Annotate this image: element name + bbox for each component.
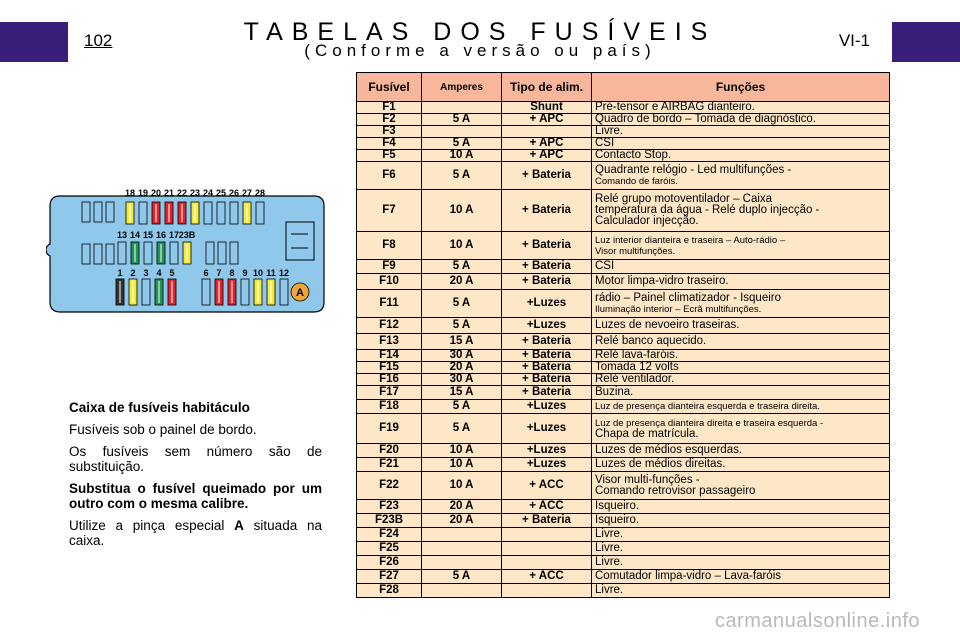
supply-cell: + APC xyxy=(502,114,592,126)
supply-cell: + Bateria xyxy=(502,190,592,232)
fuse-box-diagram xyxy=(46,186,328,322)
fuse-number-mid: 17 xyxy=(168,230,180,240)
supply-cell: +Luzes xyxy=(502,458,592,472)
function-line: Relé grupo motoventilador – Caixa xyxy=(595,193,773,205)
fuse-cell: F12 xyxy=(357,318,422,334)
function-cell xyxy=(592,190,890,232)
function-line: Luzes de médios direitas. xyxy=(595,458,726,470)
amps-cell: 5 A xyxy=(422,114,502,126)
fuse-cell: F17 xyxy=(357,386,422,400)
amps-cell: 10 A xyxy=(422,444,502,458)
table-row xyxy=(357,542,890,556)
fuse-number-mid: 23B xyxy=(178,230,196,240)
amps-cell: 15 A xyxy=(422,334,502,350)
function-line: Calculador injecção. xyxy=(595,215,699,227)
amps-cell: 10 A xyxy=(422,190,502,232)
function-line: Relé banco aquecido. xyxy=(595,335,707,347)
function-line: Quadro de bordo – Tomada de diagnóstico. xyxy=(595,113,816,125)
watermark: carmanualsonline.info xyxy=(714,610,920,632)
function-cell xyxy=(592,458,890,472)
fuse-cell: F16 xyxy=(357,374,422,386)
fuse-cell: F8 xyxy=(357,232,422,260)
function-cell xyxy=(592,162,890,190)
function-cell xyxy=(592,374,890,386)
amps-cell: 15 A xyxy=(422,386,502,400)
function-cell xyxy=(592,350,890,362)
supply-cell: + Bateria xyxy=(502,162,592,190)
function-line: Livre. xyxy=(595,125,624,137)
function-line: Comando de faróis. xyxy=(595,175,678,187)
fuse-number-top: 23 xyxy=(189,188,201,198)
table-row xyxy=(357,514,890,528)
fuse-number-bottom: 4 xyxy=(156,268,162,278)
function-cell xyxy=(592,334,890,350)
fuse-number-bottom: 10 xyxy=(252,268,264,278)
fuse-cell: F22 xyxy=(357,472,422,500)
fuse-number-bottom: 6 xyxy=(203,268,209,278)
amps-cell: 5 A xyxy=(422,162,502,190)
fuse-cell: F5 xyxy=(357,150,422,162)
function-line: Comutador limpa-vidro – Lava-faróis xyxy=(595,570,781,582)
function-cell xyxy=(592,232,890,260)
function-cell xyxy=(592,514,890,528)
function-cell xyxy=(592,444,890,458)
function-line: Pré-tensor e AIRBAG dianteiro. xyxy=(595,101,755,113)
page-subtitle: (Conforme a versão ou país) xyxy=(304,41,656,60)
function-cell xyxy=(592,542,890,556)
fuse-cell: F25 xyxy=(357,542,422,556)
fuse-cell: F4 xyxy=(357,138,422,150)
amps-cell: 5 A xyxy=(422,400,502,414)
fuse-number-mid: 14 xyxy=(129,230,141,240)
table-row xyxy=(357,274,890,290)
fuse-number-bottom: 1 xyxy=(117,268,123,278)
fuse-number-top: 24 xyxy=(202,188,214,198)
fuse-cell: F24 xyxy=(357,528,422,542)
supply-cell: + ACC xyxy=(502,570,592,584)
function-line: Comando retrovisor passageiro xyxy=(595,484,756,497)
function-line: Iluminação interior – Ecrã multifunções. xyxy=(595,303,762,315)
table-row xyxy=(357,386,890,400)
amps-cell xyxy=(422,584,502,598)
amps-cell xyxy=(422,102,502,114)
function-line: rádio – Painel climatizador - Isqueiro xyxy=(595,291,782,304)
fuse-cell: F1 xyxy=(357,102,422,114)
section-id: VI-1 xyxy=(838,31,870,50)
function-line: Motor limpa-vidro traseiro. xyxy=(595,275,729,287)
amps-cell: 20 A xyxy=(422,362,502,374)
function-line: temperatura da água - Relé duplo injecção - xyxy=(595,204,820,216)
table-row xyxy=(357,138,890,150)
header-fuse: Fusível xyxy=(357,73,422,102)
fuse-number-mid: 15 xyxy=(142,230,154,240)
amps-cell: 30 A xyxy=(422,374,502,386)
function-cell xyxy=(592,472,890,500)
function-line: Luz interior dianteira e traseira – Auto-rádio – xyxy=(595,234,786,246)
function-line: Tomada 12 volts xyxy=(595,361,679,373)
legend-tool: Utilize a pinça especial A situada na caixa. xyxy=(69,518,322,548)
function-cell xyxy=(592,570,890,584)
fuse-cell: F18 xyxy=(357,400,422,414)
function-line: Luz de presença dianteira direita e traseira esquerda - xyxy=(595,417,824,429)
fuse-number-bottom: 12 xyxy=(278,268,290,278)
table-row xyxy=(357,570,890,584)
function-cell xyxy=(592,274,890,290)
fuse-cell: F23 xyxy=(357,500,422,514)
function-cell xyxy=(592,386,890,400)
amps-cell xyxy=(422,542,502,556)
fuse-number-bottom: 9 xyxy=(242,268,248,278)
function-line: Buzina. xyxy=(595,386,634,398)
fuse-table-header xyxy=(357,73,890,102)
function-line: Isqueiro. xyxy=(595,514,640,526)
function-line: CSI xyxy=(595,260,615,272)
amps-cell: 30 A xyxy=(422,350,502,362)
supply-cell: +Luzes xyxy=(502,444,592,458)
function-cell xyxy=(592,414,890,444)
function-line: Livre. xyxy=(595,542,624,554)
fuse-cell: F19 xyxy=(357,414,422,444)
supply-cell: + Bateria xyxy=(502,362,592,374)
supply-cell: + APC xyxy=(502,150,592,162)
fuse-number-top: 25 xyxy=(215,188,227,198)
table-row xyxy=(357,114,890,126)
table-row xyxy=(357,318,890,334)
function-cell xyxy=(592,500,890,514)
supply-cell: + ACC xyxy=(502,500,592,514)
table-row xyxy=(357,458,890,472)
function-line: CSI xyxy=(595,137,615,149)
function-line: Relé lava-faróis. xyxy=(595,349,679,361)
supply-cell: +Luzes xyxy=(502,414,592,444)
amps-cell: 5 A xyxy=(422,138,502,150)
supply-cell xyxy=(502,528,592,542)
amps-cell xyxy=(422,556,502,570)
fuse-table xyxy=(356,72,890,598)
header-functions: Funções xyxy=(592,73,890,102)
function-line: Quadrante relógio - Led multifunções - xyxy=(595,163,792,176)
fuse-cell: F28 xyxy=(357,584,422,598)
fuse-cell: F21 xyxy=(357,458,422,472)
header-amps: Amperes xyxy=(422,73,502,102)
table-row xyxy=(357,150,890,162)
function-line: Livre. xyxy=(595,528,624,540)
amps-cell: 10 A xyxy=(422,232,502,260)
table-row xyxy=(357,584,890,598)
supply-cell xyxy=(502,584,592,598)
fuse-cell: F13 xyxy=(357,334,422,350)
fuse-cell: F11 xyxy=(357,290,422,318)
table-row xyxy=(357,126,890,138)
supply-cell: + Bateria xyxy=(502,350,592,362)
fuse-number-bottom: 8 xyxy=(229,268,235,278)
fuse-cell: F7 xyxy=(357,190,422,232)
supply-cell xyxy=(502,126,592,138)
table-row xyxy=(357,334,890,350)
amps-cell: 5 A xyxy=(422,290,502,318)
supply-cell: + APC xyxy=(502,138,592,150)
amps-cell xyxy=(422,528,502,542)
amps-cell: 5 A xyxy=(422,260,502,274)
supply-cell xyxy=(502,542,592,556)
fuse-number-top: 22 xyxy=(176,188,188,198)
function-cell xyxy=(592,584,890,598)
amps-cell: 20 A xyxy=(422,500,502,514)
table-row xyxy=(357,556,890,570)
table-row xyxy=(357,290,890,318)
function-cell xyxy=(592,362,890,374)
fuse-number-top: 18 xyxy=(124,188,136,198)
legend-line-1: Fusíveis sob o painel de bordo. xyxy=(69,422,257,437)
fuse-number-top: 27 xyxy=(241,188,253,198)
fuse-cell: F23B xyxy=(357,514,422,528)
amps-cell: 10 A xyxy=(422,150,502,162)
fuse-cell: F26 xyxy=(357,556,422,570)
table-row xyxy=(357,260,890,274)
fuse-number-mid: 16 xyxy=(155,230,167,240)
supply-cell: +Luzes xyxy=(502,290,592,318)
amps-cell: 20 A xyxy=(422,274,502,290)
supply-cell: + Bateria xyxy=(502,334,592,350)
fuse-number-bottom: 3 xyxy=(143,268,149,278)
fuse-box-svg xyxy=(46,186,328,322)
function-cell xyxy=(592,290,890,318)
fuse-number-top: 26 xyxy=(228,188,240,198)
supply-cell: Shunt xyxy=(502,102,592,114)
fuse-cell: F3 xyxy=(357,126,422,138)
fuse-number-bottom: 11 xyxy=(266,268,276,278)
fuse-cell: F27 xyxy=(357,570,422,584)
amps-cell: 5 A xyxy=(422,570,502,584)
function-line: Isqueiro. xyxy=(595,500,640,512)
table-row xyxy=(357,444,890,458)
fuse-number-bottom: 5 xyxy=(169,268,175,278)
table-row xyxy=(357,472,890,500)
fuse-number-bottom: 7 xyxy=(216,268,222,278)
fuse-cell: F6 xyxy=(357,162,422,190)
legend-heading: Caixa de fusíveis habitáculo xyxy=(69,400,250,415)
amps-cell: 10 A xyxy=(422,472,502,500)
table-row xyxy=(357,374,890,386)
fuse-cell: F2 xyxy=(357,114,422,126)
function-line: Relé ventilador. xyxy=(595,373,675,385)
supply-cell: + Bateria xyxy=(502,274,592,290)
function-line: Livre. xyxy=(595,556,624,568)
fuse-cell: F20 xyxy=(357,444,422,458)
amps-cell: 10 A xyxy=(422,458,502,472)
table-row xyxy=(357,528,890,542)
fuse-number-mid: 13 xyxy=(116,230,128,240)
supply-cell xyxy=(502,556,592,570)
tool-a-label: A xyxy=(296,287,304,299)
function-cell xyxy=(592,138,890,150)
supply-cell: + Bateria xyxy=(502,386,592,400)
function-cell xyxy=(592,260,890,274)
function-cell xyxy=(592,102,890,114)
fuse-cell: F9 xyxy=(357,260,422,274)
function-cell xyxy=(592,126,890,138)
function-line: Luzes de médios esquerdas. xyxy=(595,444,743,456)
table-row xyxy=(357,500,890,514)
fuse-number-top: 19 xyxy=(137,188,149,198)
amps-cell xyxy=(422,126,502,138)
page-number: 102 xyxy=(84,31,113,50)
supply-cell: +Luzes xyxy=(502,318,592,334)
function-cell xyxy=(592,528,890,542)
supply-cell: + Bateria xyxy=(502,260,592,274)
function-line: Luz de presença dianteira esquerda e traseira direita. xyxy=(595,401,820,412)
fuse-number-top: 21 xyxy=(163,188,175,198)
function-line: Chapa de matrícula. xyxy=(595,427,699,440)
table-row xyxy=(357,400,890,414)
function-cell xyxy=(592,114,890,126)
table-row xyxy=(357,102,890,114)
table-row xyxy=(357,350,890,362)
table-row xyxy=(357,190,890,232)
legend-warning: Substitua o fusível queimado por um outro com o mesma calibre. xyxy=(69,481,322,511)
function-line: Visor multi-funções - xyxy=(595,473,700,486)
fuse-number-bottom: 2 xyxy=(130,268,136,278)
supply-cell: + Bateria xyxy=(502,374,592,386)
amps-cell: 5 A xyxy=(422,414,502,444)
table-row xyxy=(357,232,890,260)
function-cell xyxy=(592,400,890,414)
table-row xyxy=(357,362,890,374)
function-line: Livre. xyxy=(595,584,624,596)
fuse-cell: F15 xyxy=(357,362,422,374)
function-line: Contacto Stop. xyxy=(595,149,672,161)
fuse-number-top: 20 xyxy=(150,188,162,198)
function-cell xyxy=(592,150,890,162)
supply-cell: +Luzes xyxy=(502,400,592,414)
table-row xyxy=(357,414,890,444)
amps-cell: 20 A xyxy=(422,514,502,528)
function-line: Visor multifunções. xyxy=(595,245,676,257)
fuse-box-legend xyxy=(69,400,322,555)
supply-cell: + Bateria xyxy=(502,514,592,528)
table-row xyxy=(357,162,890,190)
fuse-cell: F10 xyxy=(357,274,422,290)
header-supply: Tipo de alim. xyxy=(502,73,592,102)
legend-line-2: Os fusíveis sem número são de substituição. xyxy=(69,444,322,474)
fuse-number-top: 28 xyxy=(254,188,266,198)
fuse-cell: F14 xyxy=(357,350,422,362)
function-line: Luzes de nevoeiro traseiras. xyxy=(595,319,740,331)
supply-cell: + ACC xyxy=(502,472,592,500)
function-cell xyxy=(592,556,890,570)
page-title: TABELAS DOS FUSÍVEIS xyxy=(243,18,717,46)
supply-cell: + Bateria xyxy=(502,232,592,260)
amps-cell: 5 A xyxy=(422,318,502,334)
function-cell xyxy=(592,318,890,334)
